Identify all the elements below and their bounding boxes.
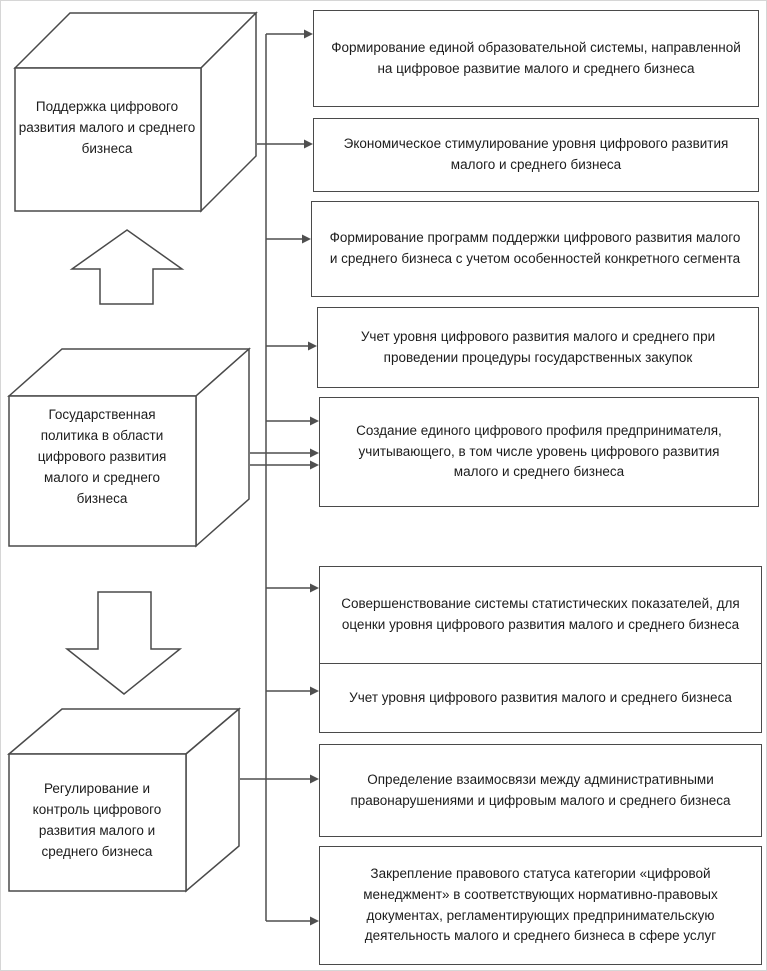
box-support-programs bbox=[311, 201, 759, 297]
arrowhead-6 bbox=[310, 584, 319, 593]
box-procurement bbox=[317, 307, 759, 388]
box-economic-stimulus-text: Экономическое стимулирование уровня цифрового развития малого и среднего бизнеса bbox=[343, 136, 729, 172]
cube-policy-label: Государственная политика в области цифрового развития малого и среднего бизнеса bbox=[37, 407, 167, 506]
arrowhead-5a bbox=[310, 417, 319, 426]
box-admin-violations bbox=[319, 744, 762, 837]
arrowhead-7 bbox=[310, 687, 319, 696]
arrowhead-1 bbox=[304, 30, 313, 39]
box-legal-status bbox=[319, 846, 762, 965]
box-digital-profile-text: Создание единого цифрового профиля предпринимателя, учитывающего, в том числе уровень цифрового развития малого и среднего бизнеса bbox=[356, 422, 722, 480]
arrowhead-5c bbox=[310, 461, 319, 470]
box-legal-status-text: Закрепление правового статуса категории «цифровой менеджмент» в соответствующих нормативно-правовых документах, регламентирующих предпринимательскую деятельность малого и среднего бизнеса в сфере услуг bbox=[363, 865, 718, 944]
cube-regulation-label: Регулирование и контроль цифрового развития малого и среднего бизнеса bbox=[32, 781, 162, 859]
arrowhead-2 bbox=[304, 140, 313, 149]
arrowhead-4 bbox=[308, 342, 317, 351]
arrowhead-5b bbox=[310, 449, 319, 458]
box-level-accounting bbox=[319, 663, 762, 733]
arrowhead-3 bbox=[302, 235, 311, 244]
box-statistics-system-text: Совершенствование системы статистических показателей, для оценки уровня цифрового развития малого и среднего бизнеса bbox=[341, 596, 740, 632]
box-education-system-text: Формирование единой образовательной системы, направленной на цифровое развитие малого и среднего бизнеса bbox=[331, 39, 741, 76]
arrowhead-8 bbox=[310, 775, 319, 784]
box-admin-violations-text: Определение взаимосвязи между административными правонарушениями и цифровым малого и среднего бизнеса bbox=[350, 771, 731, 808]
box-digital-profile bbox=[319, 397, 759, 507]
down-block-arrow bbox=[67, 592, 180, 694]
cube-support-label: Поддержка цифрового развития малого и среднего бизнеса bbox=[18, 99, 196, 156]
up-block-arrow bbox=[72, 230, 182, 304]
box-statistics-system bbox=[319, 566, 762, 664]
arrowhead-9 bbox=[310, 917, 319, 926]
box-economic-stimulus bbox=[313, 118, 759, 192]
box-level-accounting-text: Учет уровня цифрового развития малого и среднего бизнеса bbox=[349, 689, 732, 705]
box-support-programs-text: Формирование программ поддержки цифрового развития малого и среднего бизнеса с учетом особенностей конкретного сегмента bbox=[329, 230, 741, 266]
box-education-system bbox=[313, 10, 759, 107]
box-procurement-text: Учет уровня цифрового развития малого и среднего при проведении процедуры государственных закупок bbox=[360, 328, 716, 365]
